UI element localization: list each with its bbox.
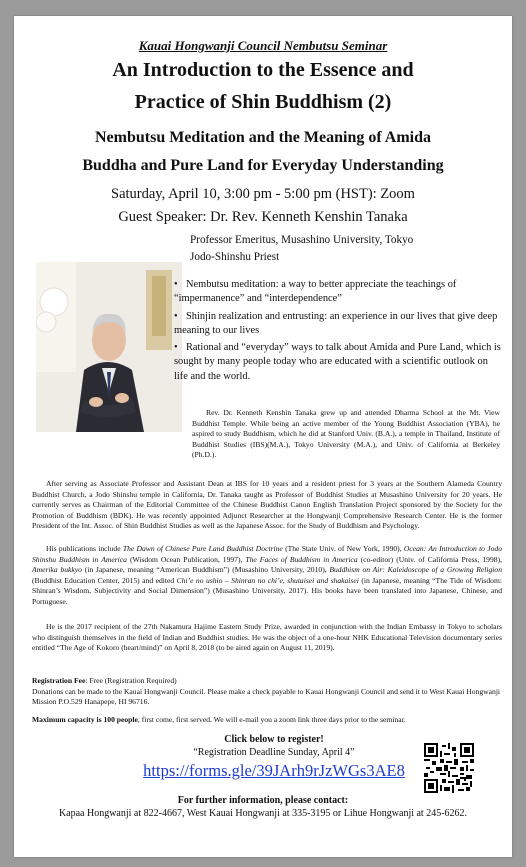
fee-value: : Free (Registration Required): [85, 676, 177, 685]
title-line-2: Practice of Shin Buddhism (2): [134, 91, 392, 113]
text-run: His publications include: [46, 544, 123, 553]
contact-text: Kapaa Hongwanji at 822-4667, West Kauai Hongwanji at 335-3195 or Lihue Hongwanji at 245-6262.: [58, 808, 468, 819]
book-title: Buddhism on Air: Kaleidoscope of a Growing Religion: [329, 565, 502, 575]
title-line-1: An Introduction to the Essence and: [112, 59, 414, 81]
bio-paragraph-1: Rev. Dr. Kenneth Kenshin Tanaka grew up and attended Dharma School at the Mt. View Buddhist Temple. While being an active member of the Young Buddhist Association (YBA), he aspired to study Buddhism, which he did at Stanford Univ. (B.A.), a temple in Thailand, Institute of Buddhist Studies (IBS)(M.A.), Tokyo University (M.A.), and Univ. of California at Berkeley (Ph.D.).: [192, 408, 500, 460]
bullet-icon: •: [174, 310, 178, 322]
seminar-kicker: Kauai Hongwanji Council Nembutsu Seminar: [138, 38, 388, 53]
text-run: (Wisdom Ocean Publication, 1997),: [126, 554, 246, 564]
book-title: The Dawn of Chinese Pure Land Buddhist Doctrine: [122, 544, 283, 553]
subtitle-line-1: Nembutsu Meditation and the Meaning of Amida: [94, 129, 432, 146]
donation-text: Donations can be made to the Kauai Hongwanji Council. Please make a check payable to Kauai Hongwanji Council and send it to West Kauai Hongwanji Mission P.O.529 Hanapepe, HI 96716.: [32, 686, 501, 707]
registration-link[interactable]: https://forms.gle/39JArh9rJzWGs3AE8: [143, 761, 405, 780]
text-run: (in Japanese, meaning “The Tide of Wisdom: Shinran’s Wisdom, Subjectivity and Social Dimension”) (Musashino University, 2017). His books have been translated into Japanese, Chinese, and Portuguese.: [32, 575, 502, 606]
list-item: [174, 310, 502, 339]
bio-paragraph-4: He is the 2017 recipient of the 27th Nakamura Hajime Eastern Study Prize, awarded in conjunction with the Indian Embassy in Tokyo to scholars who distinguish themselves in the field of Indian and Buddhist studies. He was the object of a one-hour NHK Educational Television documentary series entitled “The Age of Kokoro (heart/mind)” on April 8, 2018 (to be aired again on August 11, 2019).: [32, 622, 502, 653]
event-date: Saturday, April 10, 3:00 pm - 5:00 pm (HST): Zoom: [111, 186, 415, 202]
bullet-icon: •: [174, 342, 178, 354]
capacity-rest: , first come, first served. We will e-mail you a zoom link three days prior to the seminar.: [137, 715, 406, 724]
bio-paragraph-3: [32, 544, 502, 608]
book-title: Amerika bukkyo: [32, 565, 82, 575]
capacity-bold: Maximum capacity is 100 people: [32, 715, 138, 724]
flyer-page: [14, 16, 512, 857]
bio-paragraph-2: After serving as Associate Professor and Assistant Dean at IBS for 10 years and a resident priest for 3 years at the Southern Alameda Country Buddhist Church, a Jodo Shinshu temple in California, Dr. Tanaka taught as Professor of Buddhist Studies at Musashino University for 20 years. He currently serves as Chairman of the Editorial Committee of the Chinese Buddhist Canon English Translation Project sponsored by the Society for the Promotion of Buddhism (BDK). He was recently appointed Adjunct Researcher at the Hongwanji Comprehensive Research Center. He is the former President of the Int. Assoc. of Shin Buddhist Studies as well as the Japanese Assoc. for the Study of Buddhism and Psychology.: [32, 479, 502, 531]
guest-speaker: Guest Speaker: Dr. Rev. Kenneth Kenshin Tanaka: [118, 209, 408, 225]
capacity-note: [32, 715, 502, 724]
speaker-photo: [36, 262, 182, 432]
speaker-role-line-1: Professor Emeritus, Musashino University, Tokyo: [190, 234, 414, 246]
contact-heading: For further information, please contact:: [177, 795, 349, 806]
talk-topics: [174, 278, 502, 387]
registration-info: [32, 676, 502, 708]
book-title: The Faces of Buddhism in America: [245, 554, 358, 564]
bullet-text: Nembutsu meditation: a way to better appreciate the teachings of “impermanence” and “interdependence”: [174, 279, 457, 305]
qr-code-icon[interactable]: [424, 743, 474, 793]
bullet-icon: •: [174, 279, 178, 290]
list-item: [174, 278, 502, 307]
speaker-photo-illustration: [36, 262, 182, 432]
text-run: (The State Univ. of New York, 1990),: [282, 544, 404, 553]
book-title: Ocean: An Introduction to Jodo Shinshu Buddhism in America: [32, 544, 503, 564]
bullet-text: Shinjin realization and entrusting: an experience in our lives that give deep meaning to our lives: [174, 310, 498, 336]
subtitle: [14, 124, 512, 180]
speaker-role: [190, 232, 413, 266]
qr-code-graphic: [424, 743, 474, 793]
text-run: (Buddhist Education Center, 2015) and edited: [32, 575, 177, 585]
book-title: Chi’e no ushio – Shinran no chi’e, shutaisei and shakaisei: [176, 575, 359, 585]
fee-label: Registration Fee: [32, 676, 86, 685]
bullet-text: Rational and “everyday” ways to talk about Amida and Pure Land, which is sought by many people today who are educated with a scientific outlook on life and the world.: [174, 342, 501, 382]
text-run: (in Japanese, meaning “American Buddhism”) (Musashino University, 2010),: [81, 565, 330, 575]
register-call: Click below to register!: [224, 734, 324, 745]
text-run: (co-editor) (Univ. of California Press, 1998),: [357, 554, 502, 564]
registration-deadline: “Registration Deadline Sunday, April 4”: [193, 747, 355, 758]
list-item: [174, 341, 502, 384]
main-title: [14, 54, 512, 118]
subtitle-line-2: Buddha and Pure Land for Everyday Understanding: [82, 157, 444, 174]
speaker-role-line-2: Jodo-Shinshu Priest: [190, 251, 280, 263]
fee-line: [32, 676, 502, 687]
